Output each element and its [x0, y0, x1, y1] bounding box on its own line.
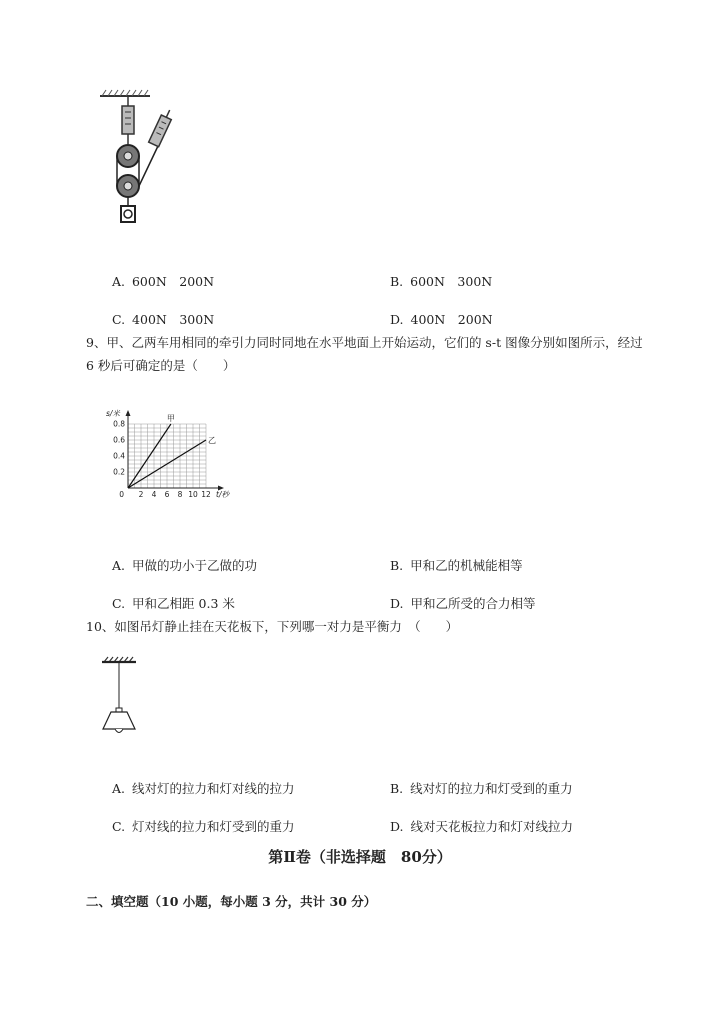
q10-option-c-text: 灯对线的拉力和灯受到的重力	[132, 819, 295, 834]
q9-option-d[interactable]: D. 甲和乙所受的合力相等	[389, 596, 536, 611]
q9-stem-line2: 6 秒后可确定的是（ ）	[86, 358, 236, 373]
x-tick-label: 2	[138, 490, 144, 499]
q10-option-b-text: 线对灯的拉力和灯受到的重力	[410, 781, 573, 796]
q8-option-d[interactable]: D. 400N 200N	[389, 312, 493, 327]
q10-option-b[interactable]: B. 线对灯的拉力和灯受到的重力	[389, 781, 573, 796]
q9-stem-line1: 9、甲、乙两车用相同的牵引力同时同地在水平地面上开始运动，它们的 s-t 图像分别如图所示，经过	[86, 335, 643, 350]
q10-option-c[interactable]: C. 灯对线的拉力和灯受到的重力	[111, 819, 295, 834]
x-tick-label: 12	[201, 490, 211, 499]
q10-option-d-text: 线对天花板拉力和灯对线拉力	[410, 819, 574, 834]
pulley-figure	[96, 86, 176, 236]
st-chart	[100, 402, 240, 502]
section-title: 第Ⅱ卷（非选择题 80分）	[268, 848, 452, 866]
origin-label: 0	[119, 490, 124, 499]
q9-option-b[interactable]: B. 甲和乙的机械能相等	[389, 558, 523, 573]
q10-option-d[interactable]: D. 线对天花板拉力和灯对线拉力	[389, 819, 574, 834]
q9-option-a-text: 甲做的功小于乙做的功	[131, 558, 257, 573]
y-axis-arrow	[126, 410, 131, 416]
q9-option-c-text: 甲和乙相距 0.3 米	[132, 596, 235, 611]
q8-option-b[interactable]: B. 600N 300N	[389, 274, 493, 289]
x-tick-label: 6	[164, 490, 170, 499]
q8-option-c-text: 400N 300N	[132, 312, 215, 327]
q8-option-a-text: 600N 200N	[131, 274, 215, 289]
y-tick-label: 0.8	[113, 419, 125, 429]
x-tick-label: 4	[151, 490, 157, 499]
q8-option-b-text: 600N 300N	[410, 274, 493, 289]
x-axis-label: t/秒	[216, 490, 229, 499]
y-axis-label: s/米	[106, 409, 120, 418]
y-tick-label: 0.4	[113, 451, 125, 461]
y-tick-label: 0.2	[113, 467, 125, 477]
q9-option-b-text: 甲和乙的机械能相等	[410, 558, 523, 573]
y-tick-label: 0.6	[113, 435, 125, 445]
series-label-2: 乙	[208, 436, 216, 445]
q10-option-a[interactable]: A. 线对灯的拉力和灯对线的拉力	[111, 781, 295, 796]
x-tick-label: 10	[188, 490, 198, 499]
q10-option-a-text: 线对灯的拉力和灯对线的拉力	[131, 781, 295, 796]
q9-option-d-text: 甲和乙所受的合力相等	[410, 596, 536, 611]
q10-stem: 10、如图吊灯静止挂在天花板下，下列哪一对力是平衡力 （ ）	[86, 619, 459, 634]
q9-option-a[interactable]: A. 甲做的功小于乙做的功	[111, 558, 257, 573]
x-tick-label: 8	[177, 490, 183, 499]
q9-option-c[interactable]: C. 甲和乙相距 0.3 米	[111, 596, 235, 611]
chart-grid	[128, 424, 206, 488]
lamp-figure	[98, 656, 148, 738]
series-label-1: 甲	[166, 414, 175, 423]
q8-option-a[interactable]: A. 600N 200N	[111, 274, 215, 289]
q8-option-c[interactable]: C. 400N 300N	[111, 312, 215, 327]
q8-option-d-text: 400N 200N	[410, 312, 493, 327]
part-title: 二、填空题（10 小题，每小题 3 分，共计 30 分）	[86, 894, 377, 909]
